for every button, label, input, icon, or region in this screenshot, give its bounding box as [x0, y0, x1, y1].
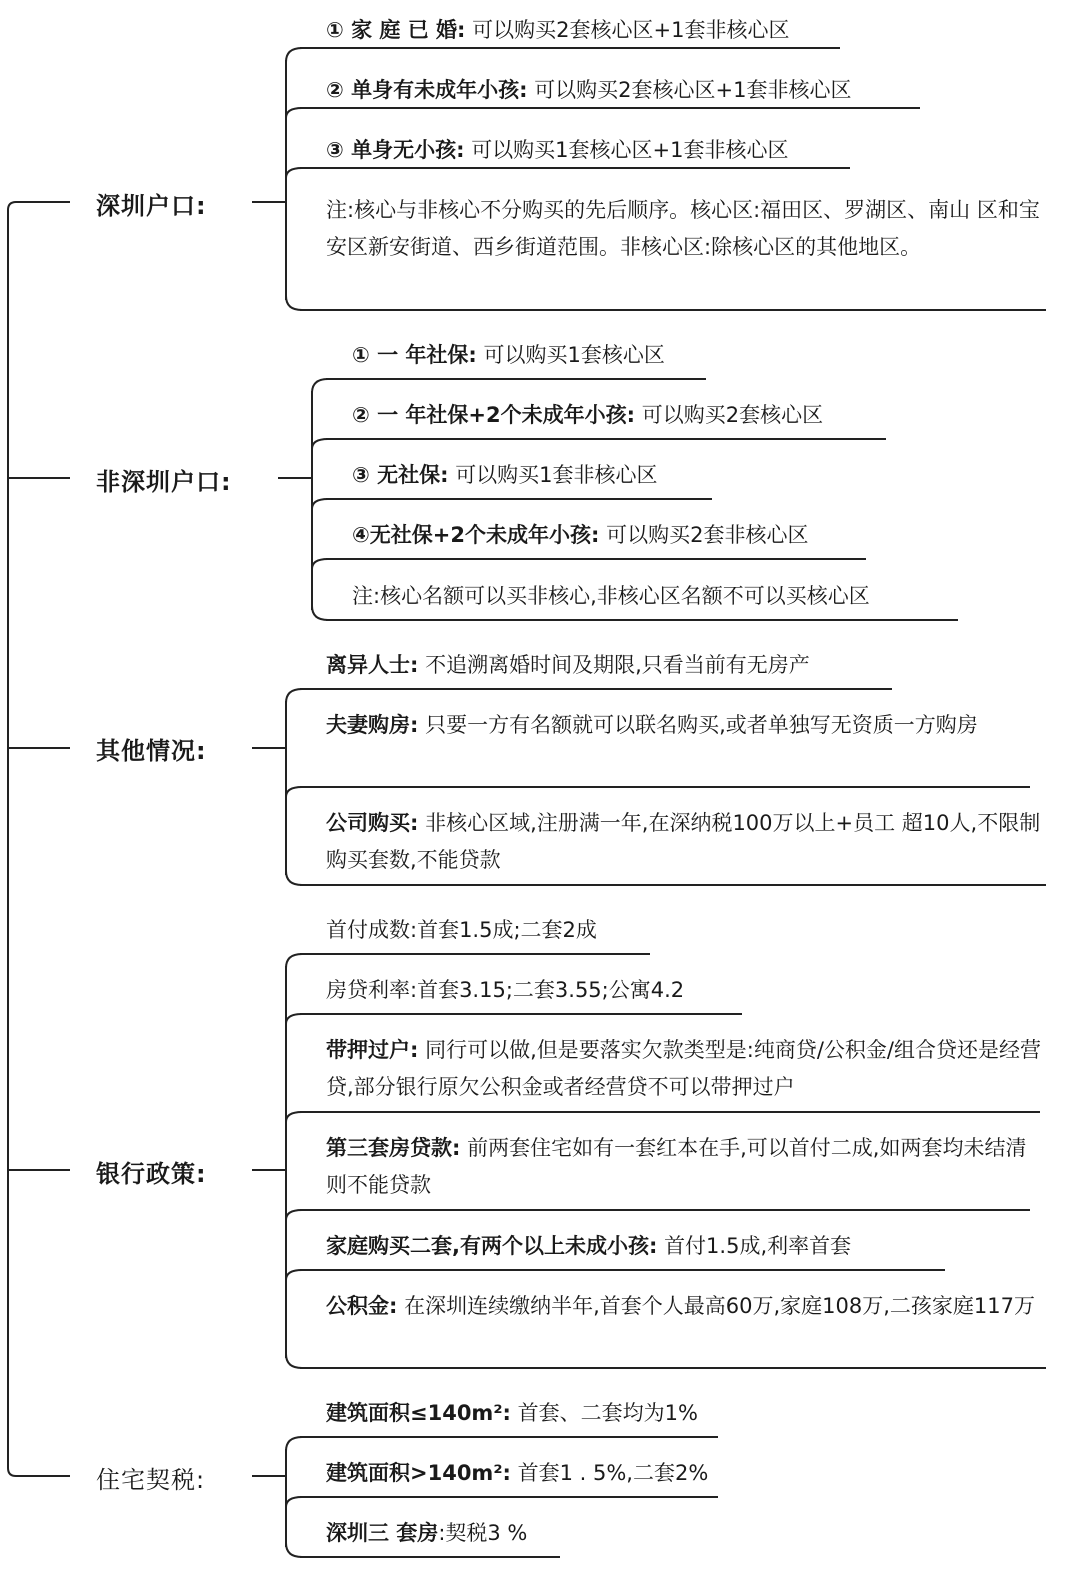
other-corner	[286, 871, 302, 885]
item-text: 可以购买2套非核心区	[606, 523, 809, 547]
branch-item	[326, 1455, 708, 1492]
branch-item	[326, 972, 684, 1009]
item-text: 在深圳连续缴纳半年,首套个人最高60万,家庭108万,二孩家庭117万	[404, 1294, 1036, 1318]
bank-corner	[286, 1014, 302, 1024]
bank-corner	[286, 1270, 302, 1280]
branch-item	[326, 1130, 1036, 1204]
item-label: ② 一 年社保+2个未成年小孩:	[352, 403, 636, 427]
branch-item	[326, 132, 789, 169]
item-text: :契税3 %	[438, 1521, 528, 1545]
item-label: 离异人士:	[326, 653, 419, 677]
item-label: 第三套房贷款:	[326, 1136, 461, 1160]
bank-corner	[286, 1354, 302, 1368]
item-text: 可以购买1套核心区	[483, 343, 665, 367]
deedtax-corner	[286, 1543, 302, 1557]
item-label: ① 家 庭 已 婚:	[326, 18, 466, 42]
item-label: 深圳三 套房	[326, 1521, 439, 1545]
item-text: 首付1.5成,利率首套	[664, 1234, 852, 1258]
branch-item	[326, 707, 1041, 744]
item-text: 可以购买2套核心区+1套非核心区	[534, 78, 852, 102]
category-other-cases: 其他情况:	[96, 737, 207, 765]
item-text: 首套、二套均为1%	[517, 1401, 698, 1425]
category-shenzhen-hukou: 深圳户口:	[96, 192, 207, 220]
branch-item	[326, 647, 810, 684]
branch-item	[352, 517, 808, 554]
category-non-shenzhen-hukou: 非深圳户口:	[96, 468, 232, 496]
item-text: 首付成数:首套1.5成;二套2成	[326, 918, 597, 942]
item-text: 前两套住宅如有一套红本在手,可以首付二成,如两套均未结清则不能贷款	[326, 1136, 1027, 1197]
branch-item	[352, 457, 658, 494]
item-text: 房贷利率:首套3.15;二套3.55;公寓4.2	[326, 978, 685, 1002]
bank-corner	[286, 954, 302, 968]
item-text: 注:核心与非核心不分购买的先后顺序。核心区:福田区、罗湖区、南山 区和宝安区新安街道、西乡街道范围。非核心区:除核心区的其他地区。	[326, 198, 1040, 259]
other-corner	[286, 787, 302, 797]
item-text: 注:核心名额可以买非核心,非核心区名额不可以买核心区	[352, 584, 870, 608]
item-text: 可以购买2套核心区	[641, 403, 824, 427]
trunk-line	[8, 202, 70, 1476]
item-label: 建筑面积>140m²:	[326, 1461, 511, 1485]
item-label: 公司购买:	[326, 811, 419, 835]
branch-note	[326, 192, 1046, 266]
item-text: 只要一方有名额就可以联名购买,或者单独写无资质一方购房	[425, 713, 978, 737]
branch-item	[352, 397, 823, 434]
branch-item	[326, 912, 597, 949]
item-text: 首套1 . 5%,二套2%	[517, 1461, 709, 1485]
branch-item	[326, 1032, 1041, 1106]
branch-note	[352, 578, 870, 615]
deedtax-corner	[286, 1437, 302, 1451]
item-label: ② 单身有未成年小孩:	[326, 78, 528, 102]
other-corner	[286, 689, 302, 703]
branch-item	[326, 805, 1046, 879]
non-shenzhen-corner	[312, 439, 328, 449]
non-shenzhen-corner	[312, 499, 328, 509]
branch-item	[326, 72, 852, 109]
item-label: 夫妻购房:	[326, 713, 419, 737]
branch-item	[326, 1395, 698, 1432]
category-bank-policy: 银行政策:	[96, 1160, 207, 1188]
item-text: 同行可以做,但是要落实欠款类型是:纯商贷/公积金/组合贷还是经营贷,部分银行原欠公积金或者经营贷不可以带押过户	[326, 1038, 1041, 1099]
item-label: 公积金:	[326, 1294, 398, 1318]
shenzhen-corner	[286, 296, 302, 310]
category-housing-deed-tax: 住宅契税:	[96, 1466, 206, 1494]
branch-item	[352, 337, 665, 374]
item-label: ③ 无社保:	[352, 463, 449, 487]
item-label: 家庭购买二套,有两个以上未成小孩:	[326, 1234, 658, 1258]
item-text: 可以购买1套非核心区	[455, 463, 658, 487]
non-shenzhen-corner	[312, 606, 328, 620]
non-shenzhen-corner	[312, 559, 328, 569]
branch-item	[326, 1515, 527, 1552]
item-label: 带押过户:	[326, 1038, 419, 1062]
item-label: ④无社保+2个未成年小孩:	[352, 523, 600, 547]
non-shenzhen-corner	[312, 379, 328, 393]
item-text: 可以购买2套核心区+1套非核心区	[472, 18, 790, 42]
branch-item	[326, 1288, 1046, 1325]
bank-corner	[286, 1112, 302, 1122]
bank-corner	[286, 1210, 302, 1220]
item-text: 可以购买1套核心区+1套非核心区	[471, 138, 789, 162]
shenzhen-corner	[286, 48, 302, 62]
item-label: ③ 单身无小孩:	[326, 138, 465, 162]
branch-item	[326, 12, 789, 49]
shenzhen-corner	[286, 108, 302, 118]
item-label: 建筑面积≤140m²:	[326, 1401, 511, 1425]
shenzhen-corner	[286, 168, 302, 178]
branch-item	[326, 1228, 851, 1265]
item-text: 非核心区域,注册满一年,在深纳税100万以上+员工 超10人,不限制购买套数,不能贷款	[326, 811, 1041, 872]
item-label: ① 一 年社保:	[352, 343, 477, 367]
deedtax-corner	[286, 1497, 302, 1507]
item-text: 不追溯离婚时间及期限,只看当前有无房产	[425, 653, 810, 677]
